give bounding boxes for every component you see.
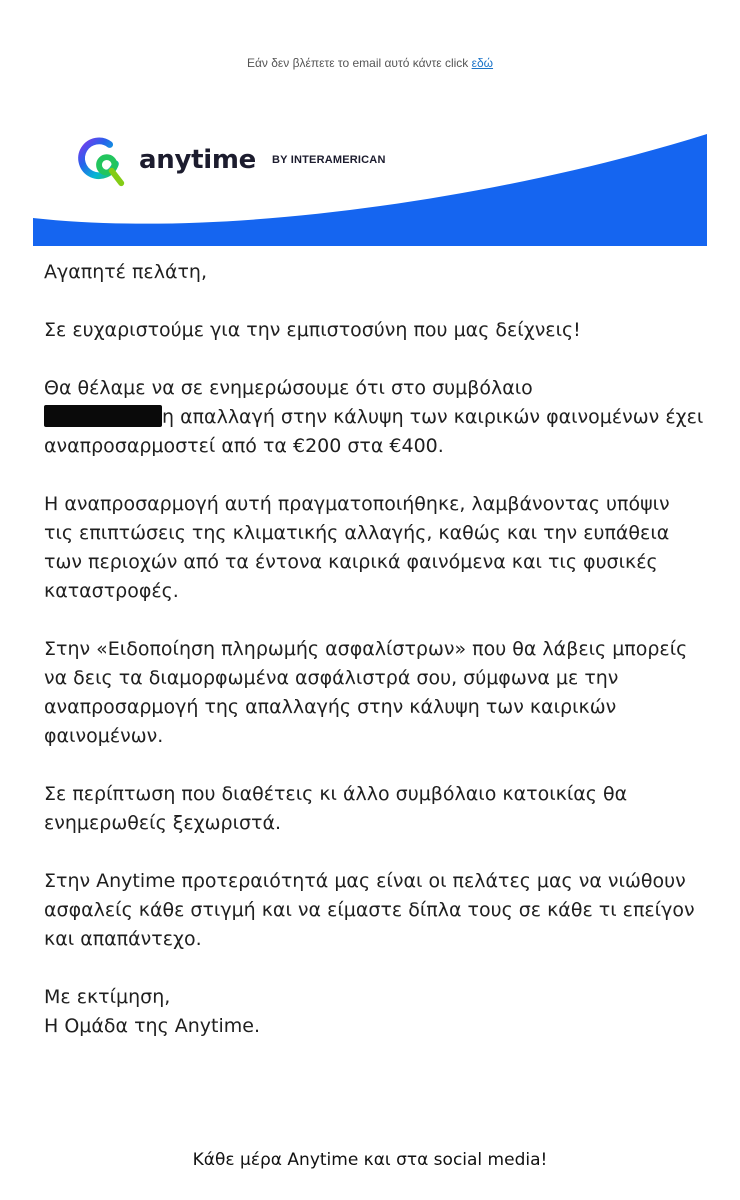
logo-byline: BY INTERAMERICAN: [271, 154, 386, 166]
thanks-paragraph: Σε ευχαριστούμε για την εμπιστοσύνη που μας δείχνεις!: [44, 319, 581, 341]
reason-paragraph: Η αναπροσαρμογή αυτή πραγματοποιήθηκε, λαμβάνοντας υπόψιν τις επιπτώσεις της κλιματικής αλλαγής, καθώς και την ευπάθεια των περιοχών από τα έντονα καιρικά φαινόμενα και τις φυσικές καταστροφές.: [44, 493, 670, 602]
deductible-paragraph: [44, 374, 704, 461]
social-footer-text: Κάθε μέρα Anytime και στα social media!: [192, 1150, 548, 1170]
email-header: [33, 120, 707, 246]
signoff-line-2: Η Ομάδα της Anytime.: [44, 1015, 261, 1037]
email-body: [44, 258, 704, 1070]
view-online-link[interactable]: εδώ: [471, 56, 494, 70]
signoff-line-1: Με εκτίμηση,: [44, 986, 171, 1008]
logo-wordmark: anytime: [139, 145, 256, 175]
signoff: [44, 983, 704, 1041]
redacted-policy-number: [44, 405, 162, 427]
anytime-logo[interactable]: [71, 128, 386, 192]
greeting: Αγαπητέ πελάτη,: [44, 261, 207, 283]
other-policy-paragraph: Σε περίπτωση που διαθέτεις κι άλλο συμβόλαιο κατοικίας θα ενημερωθείς ξεχωριστά.: [44, 783, 628, 834]
preheader: [0, 56, 740, 70]
deductible-text-start: Θα θέλαμε να σε ενημερώσουμε ότι στο συμβόλαιο: [44, 377, 533, 399]
payment-notice-paragraph: Στην «Ειδοποίηση πληρωμής ασφαλίστρων» που θα λάβεις μπορείς να δεις τα διαμορφωμένα ασφάλιστρά σου, σύμφωνα με την αναπροσαρμογή της απαλλαγής στην κάλυψη των καιρικών φαινομένων.: [44, 638, 688, 747]
priority-paragraph: Στην Anytime προτεραιότητά μας είναι οι πελάτες μας να νιώθουν ασφαλείς κάθε στιγμή και να είμαστε δίπλα τους σε κάθε τι επείγον και απαπάντεχο.: [44, 870, 695, 950]
anytime-logo-icon: [71, 131, 129, 189]
deductible-text-end: η απαλλαγή στην κάλυψη των καιρικών φαινομένων έχει αναπροσαρμοστεί από τα €200 στα €400.: [44, 406, 704, 457]
preheader-text: Εάν δεν βλέπετε το email αυτό κάντε click: [246, 56, 472, 70]
